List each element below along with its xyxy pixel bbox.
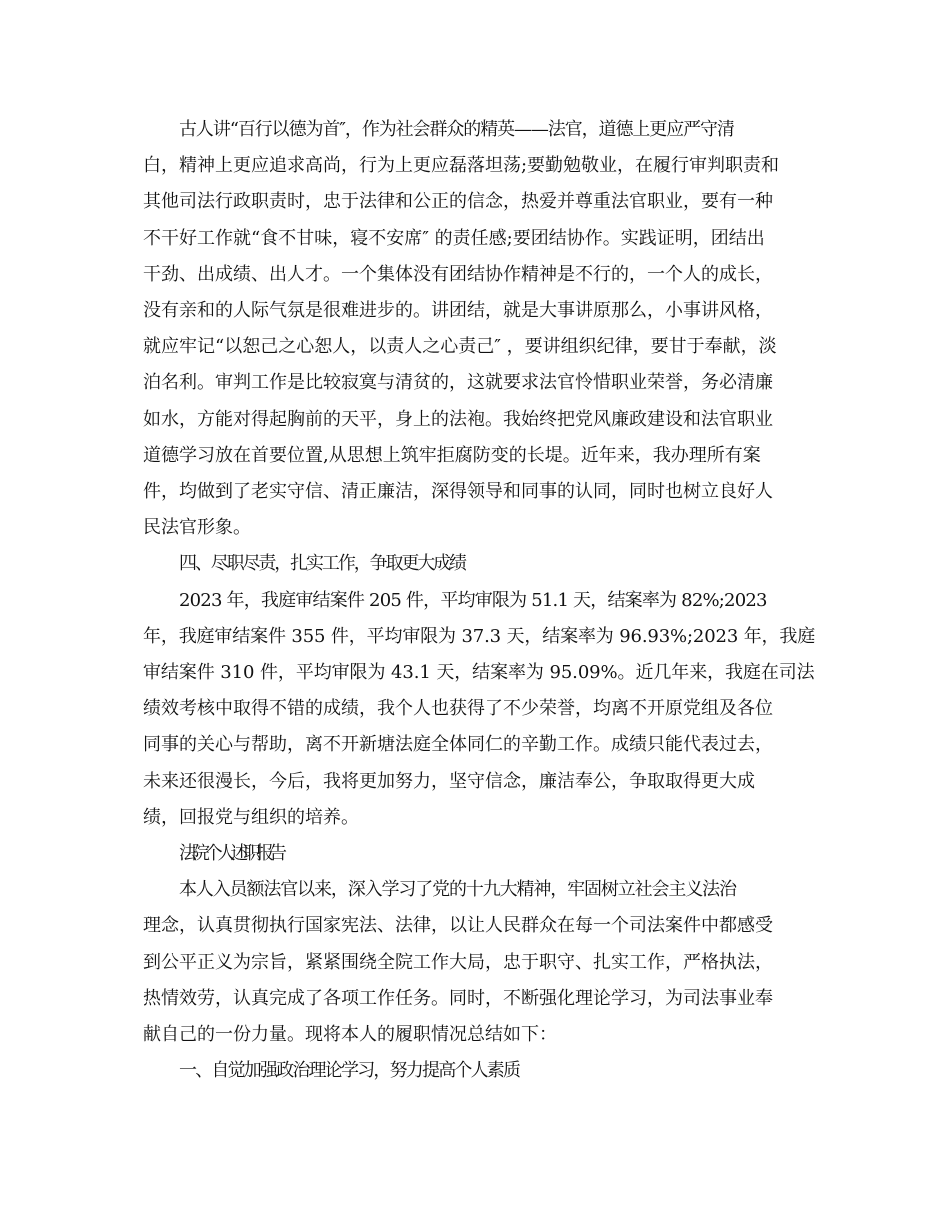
heading-text: 四、尽职尽责，扎实工作，争取更大成绩 [179, 553, 465, 575]
text-line: 白，精神上更应追求高尚，行为上更应磊落坦荡;要勤勉敬业，在履行审判职责和 [143, 155, 780, 177]
text-line: 没有亲和的人际气氛是很难进步的。讲团结，就是大事讲原那么，小事讲风格， [143, 300, 773, 322]
text-line: 民法官形象。 [143, 517, 251, 539]
text-line: 件，均做到了老实守信、清正廉洁，深得领导和同事的认同，同时也树立良好人 [143, 481, 773, 503]
text-line: 道德学习放在首要位置,从思想上筑牢拒腐防变的长堤。近年来，我办理所有案 [143, 444, 761, 466]
document-body [143, 112, 815, 1089]
text-line: 不干好工作就“食不甘味，寝不安席″ 的责任感;要团结协作。实践证明，团结出 [143, 227, 765, 249]
text-line: 献自己的一份力量。现将本人的履职情况总结如下： [143, 1024, 557, 1046]
text-line: 年，我庭审结案件 355 件，平均审限为 37.3 天，结案率为 96.93%;2023 年，我庭 [143, 625, 816, 647]
heading-text: 一、自觉加强政治理论学习，努力提高个人素质 [179, 1060, 520, 1082]
heading-text: 法院个人述职报告 [179, 843, 282, 865]
text-line: 理念，认真贯彻执行国家宪法、法律，以让人民群众在每一个司法案件中都感受 [143, 915, 773, 937]
paragraph-integrity [143, 112, 815, 546]
text-line: 绩效考核中取得不错的成绩，我个人也获得了不少荣誉，均离不开原党组及各位 [143, 698, 773, 720]
text-line: 绩，回报党与组织的培养。 [143, 806, 359, 828]
text-line: 审结案件 310 件，平均审限为 43.1 天，结案率为 95.09%。近几年来，我庭在司法 [143, 662, 815, 684]
report-title [143, 836, 815, 872]
paragraph-statistics [143, 583, 815, 836]
text-line: 如水，方能对得起胸前的天平，身上的法袍。我始终把党风廉政建设和法官职业 [143, 408, 773, 430]
text-line: 到公平正义为宗旨，紧紧围绕全院工作大局，忠于职守、扎实工作，严格执法， [143, 951, 773, 973]
text-line: 本人入员额法官以来，深入学习了党的十九大精神，牢固树立社会主义法治 [179, 879, 736, 901]
text-line: 2023 年，我庭审结案件 205 件，平均审限为 51.1 天，结案率为 82%;2023 [179, 589, 767, 611]
section-heading-duties [143, 546, 815, 582]
text-line: 热情效劳，认真完成了各项工作任务。同时，不断强化理论学习，为司法事业奉 [143, 987, 773, 1009]
paragraph-introduction [143, 872, 815, 1053]
text-line: 就应牢记“以恕己之心恕人，以责人之心责己″ ，要讲组织纪律，要甘于奉献，淡 [143, 336, 777, 358]
section-heading-study [143, 1053, 815, 1089]
text-line: 其他司法行政职责时，忠于法律和公正的信念，热爱并尊重法官职业，要有一种 [143, 191, 773, 213]
text-line: 未来还很漫长，今后，我将更加努力，坚守信念，廉洁奉公，争取取得更大成 [143, 770, 755, 792]
text-line: 干劲、出成绩、出人才。一个集体没有团结协作精神是不行的，一个人的成长， [143, 263, 773, 285]
text-line: 古人讲“百行以德为首″，作为社会群众的精英——法官，道德上更应严守清 [179, 119, 734, 140]
text-line: 同事的关心与帮助，离不开新塘法庭全体同仁的辛勤工作。成绩只能代表过去， [143, 734, 773, 756]
text-line: 泊名利。审判工作是比较寂寞与清贫的，这就要求法官怜惜职业荣誉，务必清廉 [143, 372, 773, 394]
